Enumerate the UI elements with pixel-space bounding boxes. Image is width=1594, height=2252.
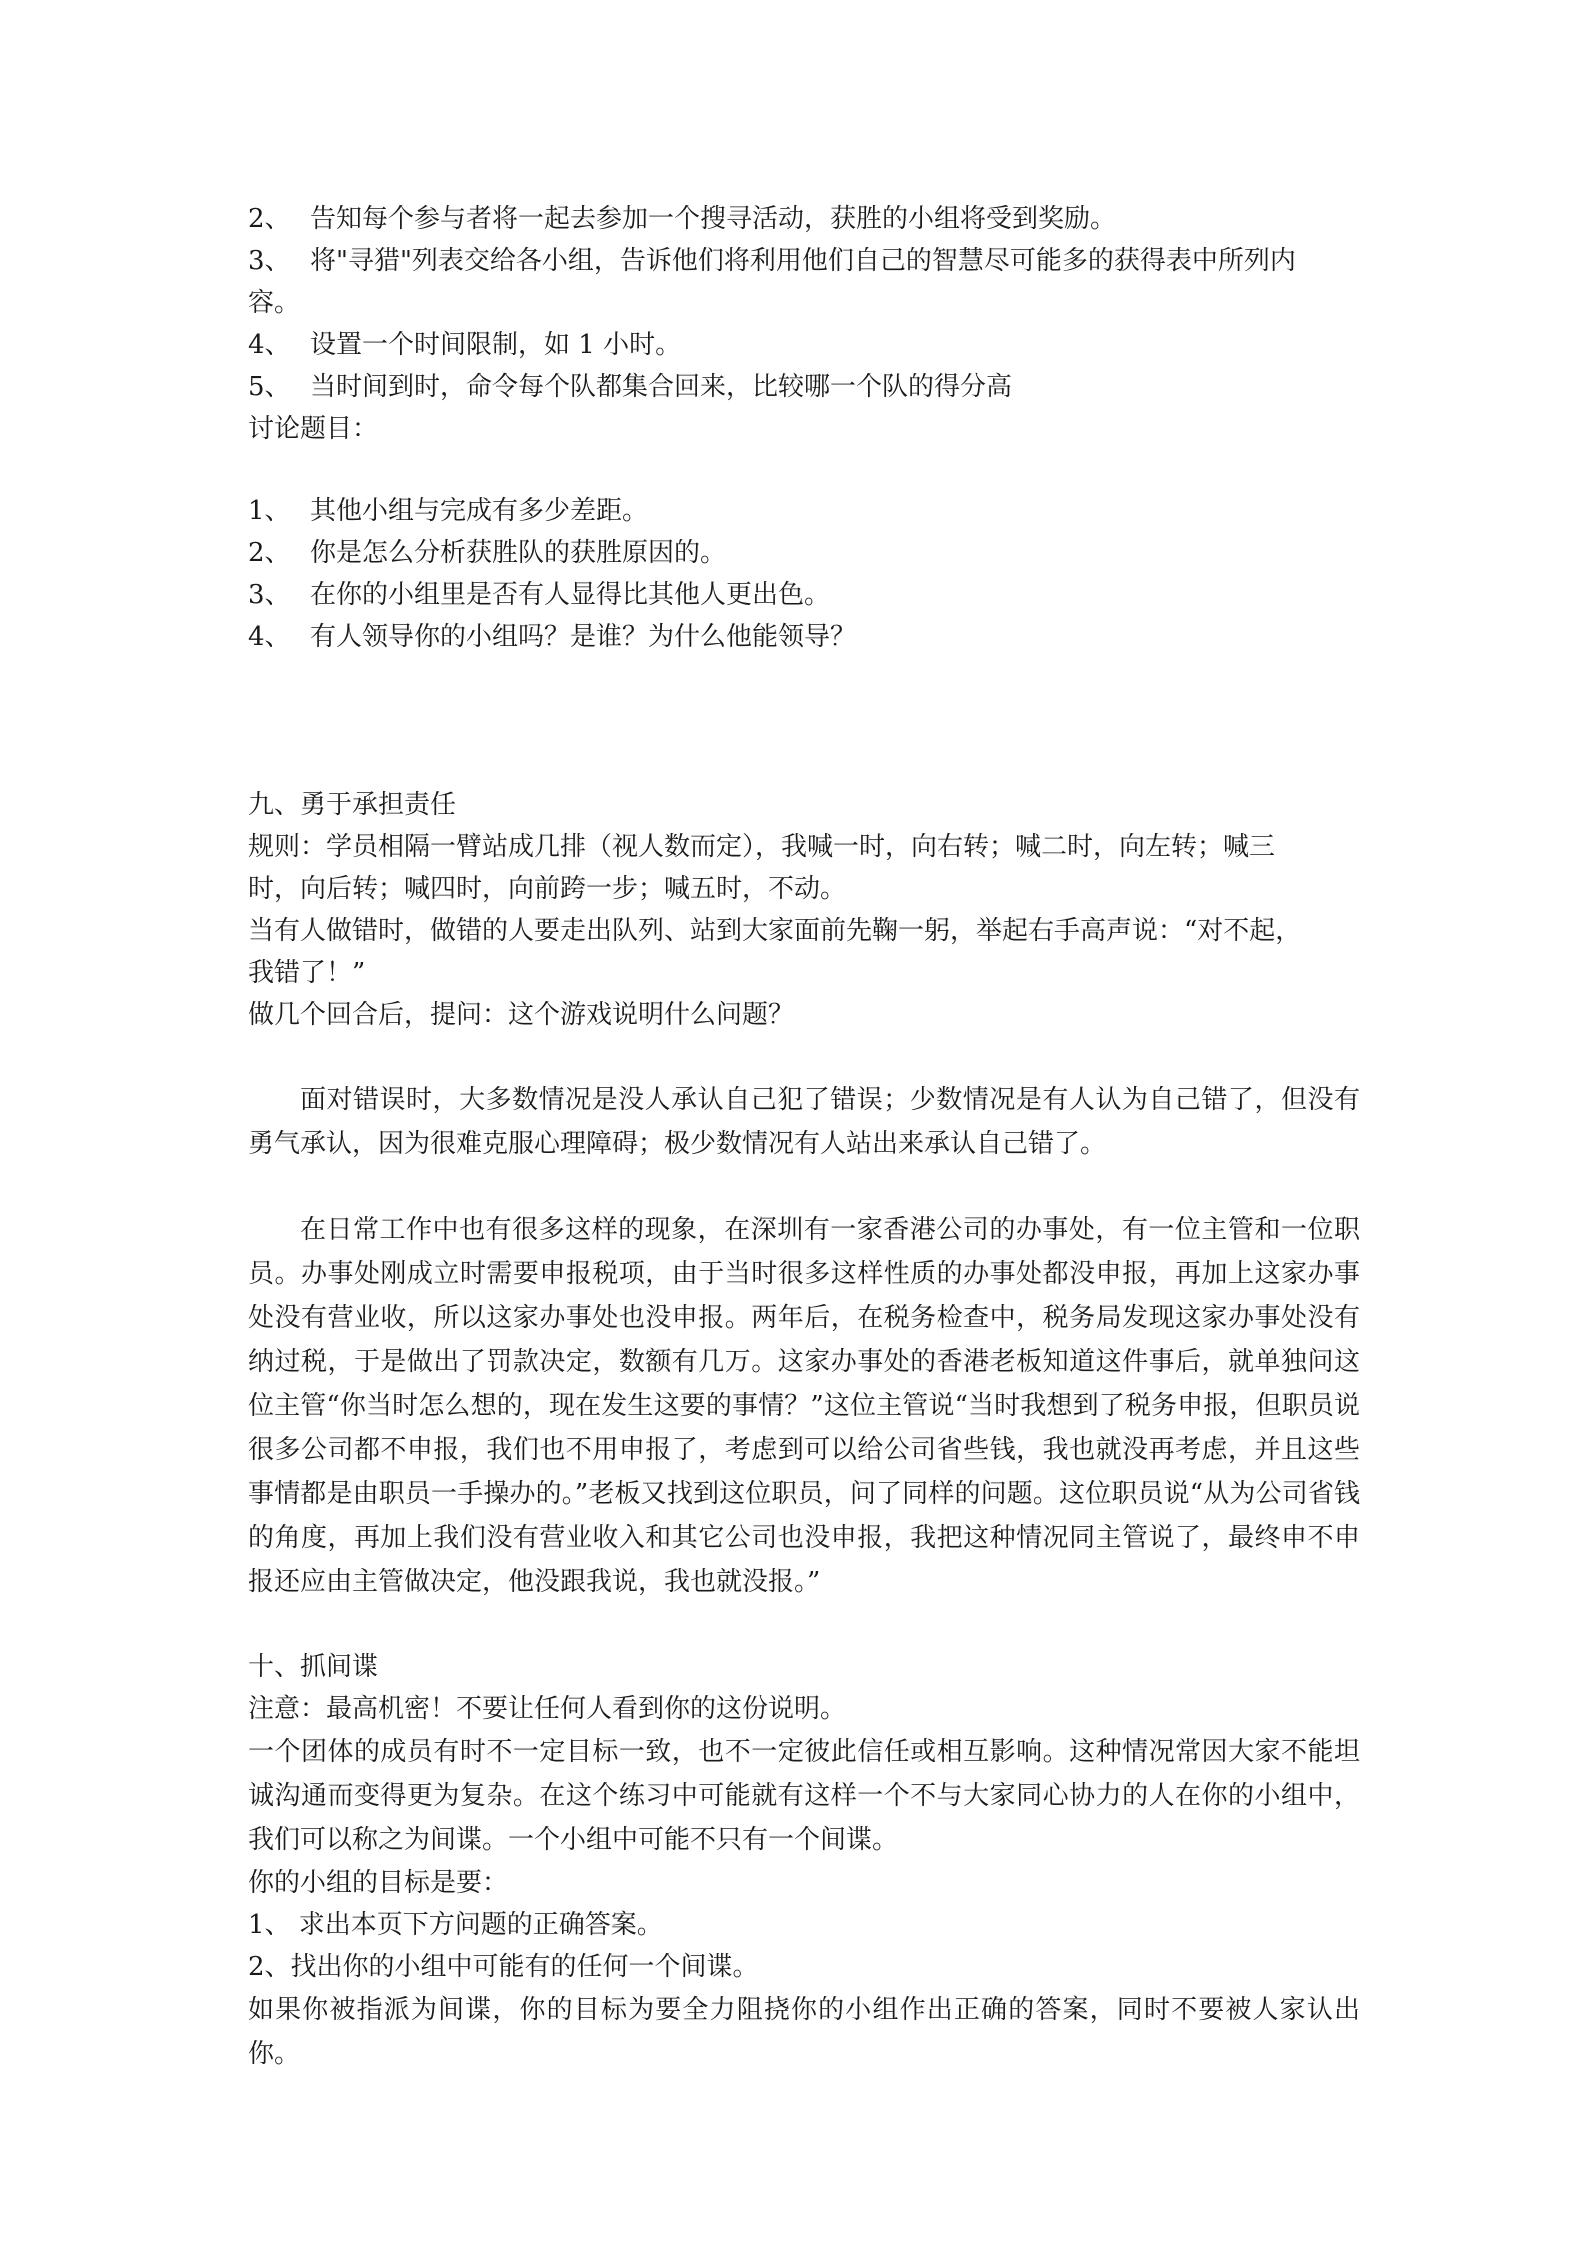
spacer (248, 1036, 1360, 1078)
item-text: 有人领导你的小组吗？是谁？为什么他能领导？ (310, 622, 857, 652)
spacer (248, 1166, 1360, 1208)
spacer (248, 658, 1360, 784)
item-number: 1、 (248, 496, 291, 526)
item-number: 3、 (248, 246, 291, 276)
section-heading: 九、勇于承担责任 (248, 790, 457, 820)
item-text: 当时间到时，命令每个队都集合回来，比较哪一个队的得分高 (310, 372, 1013, 402)
item-number: 3、 (248, 580, 291, 610)
rules-text: 规则：学员相隔一臂站成几排（视人数而定），我喊一时，向右转；喊二时，向左转；喊三 (248, 832, 1276, 862)
list-item (248, 198, 1360, 240)
rules-text: 当有人做错时，做错的人要走出队列、站到大家面前先鞠一躬，举起右手高声说：“对不起， (248, 916, 1302, 946)
list-item-continuation (248, 282, 1360, 324)
item-text: 告知每个参与者将一起去参加一个搜寻活动，获胜的小组将受到奖励。 (310, 204, 1117, 234)
goal-item: 1、 求出本页下方问题的正确答案。 (248, 1910, 663, 1940)
list-item (248, 490, 1360, 532)
rules-text: 时，向后转；喊四时，向前跨一步；喊五时，不动。 (248, 874, 847, 904)
item-number: 4、 (248, 330, 291, 360)
spacer (248, 450, 1360, 490)
discussion-title: 讨论题目： (248, 414, 379, 444)
item-text: 容。 (248, 288, 301, 318)
section-heading: 十、抓间谍 (248, 1652, 379, 1682)
rules-text: 我错了！” (248, 958, 366, 988)
body-paragraph: 一个团体的成员有时不一定目标一致，也不一定彼此信任或相互影响。这种情况常因大家不能坦诚沟通而变得更为复杂。在这个练习中可能就有这样一个不与大家同心协力的人在你的小组中，我们可以称之为间谍。一个小组中可能不只有一个间谍。 (248, 1737, 1360, 1855)
discussion-list (248, 490, 1360, 658)
body-paragraph: 面对错误时，大多数情况是没人承认自己犯了错误；少数情况是有人认为自己错了，但没有勇气承认，因为很难克服心理障碍；极少数情况有人站出来承认自己错了。 (248, 1085, 1360, 1159)
list-item (248, 240, 1360, 282)
item-number: 2、 (248, 538, 291, 568)
list-item (248, 532, 1360, 574)
goal-title: 你的小组的目标是要： (248, 1868, 509, 1898)
note-text: 注意：最高机密！不要让任何人看到你的这份说明。 (248, 1694, 847, 1724)
item-text: 将"寻猎"列表交给各小组，告诉他们将利用他们自己的智慧尽可能多的获得表中所列内 (310, 246, 1296, 276)
item-number: 2、 (248, 204, 291, 234)
body-paragraph: 如果你被指派为间谍，你的目标为要全力阻挠你的小组作出正确的答案，同时不要被人家认出你。 (248, 1995, 1360, 2069)
item-text: 你是怎么分析获胜队的获胜原因的。 (310, 538, 727, 568)
goal-item: 2、找出你的小组中可能有的任何一个间谍。 (248, 1952, 759, 1982)
list-item (248, 324, 1360, 366)
item-text: 在你的小组里是否有人显得比其他人更出色。 (310, 580, 831, 610)
question-text: 做几个回合后，提问：这个游戏说明什么问题？ (248, 1000, 795, 1030)
item-number: 4、 (248, 622, 291, 652)
list-item (248, 366, 1360, 408)
step-list (248, 198, 1360, 408)
item-text: 设置一个时间限制，如 1 小时。 (310, 330, 682, 360)
document-page (248, 198, 1360, 2076)
body-paragraph: 在日常工作中也有很多这样的现象，在深圳有一家香港公司的办事处，有一位主管和一位职员。办事处刚成立时需要申报税项，由于当时很多这样性质的办事处都没申报，再加上这家办事处没有营业收，所以这家办事处也没申报。两年后，在税务检查中，税务局发现这家办事处没有纳过税，于是做出了罚款决定，数额有几万。这家办事处的香港老板知道这件事后，就单独问这位主管“你当时怎么想的，现在发生这要的事情？”这位主管说“当时我想到了税务申报，但职员说很多公司都不申报，我们也不用申报了，考虑到可以给公司省些钱，我也就没再考虑，并且这些事情都是由职员一手操办的。”老板又找到这位职员，问了同样的问题。这位职员说“从为公司省钱的角度，再加上我们没有营业收入和其它公司也没申报，我把这种情况同主管说了，最终申不申报还应由主管做决定，他没跟我说，我也就没报。” (248, 1215, 1360, 1597)
spacer (248, 1604, 1360, 1646)
item-number: 5、 (248, 372, 291, 402)
item-text: 其他小组与完成有多少差距。 (310, 496, 649, 526)
list-item (248, 574, 1360, 616)
list-item (248, 616, 1360, 658)
